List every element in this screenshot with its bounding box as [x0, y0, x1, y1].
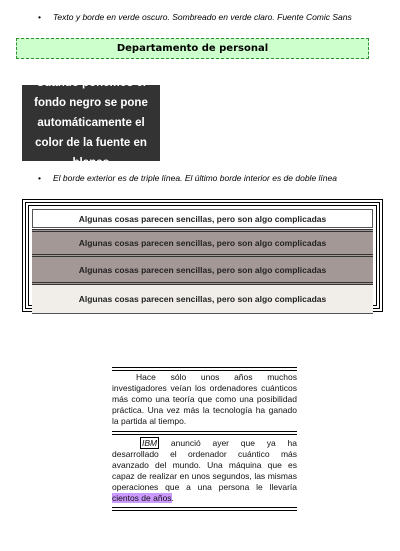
department-heading-box — [16, 38, 369, 59]
table-row — [32, 229, 373, 257]
table-row — [32, 285, 373, 314]
table-middle-border — [25, 202, 380, 309]
table-row — [32, 257, 373, 285]
paragraph-bottom-rule — [112, 507, 297, 508]
paragraph-end: . — [171, 493, 174, 503]
bullet-item-font-note — [38, 12, 388, 24]
table-row — [32, 209, 373, 228]
table-cell-text: Algunas cosas parecen sencillas, pero son algo complicadas — [78, 213, 327, 224]
paragraph-text: anunció ayer que ya ha desarrollado el ordenador cuántico más avanzado del mundo. Una máquina que es capaz de realizar en unos segundos, las mismas operaciones que a una persona le llevaría — [112, 438, 297, 492]
paragraph-ibm-announcement — [112, 438, 297, 504]
table-cell-text: Algunas cosas parecen sencillas, pero son algo complicadas — [78, 294, 327, 304]
black-box-text: Cuando ponemos el fondo negro se pone automáticamente el color de la fuente en blanco — [34, 77, 148, 169]
ibm-boxed-word: IBM — [142, 438, 158, 448]
bullet-marker: • — [38, 12, 41, 22]
table-inner-border — [28, 205, 377, 306]
paragraph-separator-rule — [112, 434, 297, 435]
highlighted-text: cientos de años — [112, 493, 172, 503]
paragraph-bottom-rule — [112, 510, 297, 511]
bullet-text: Texto y borde en verde oscuro. Sombreado en verde claro. Fuente Comic Sans — [53, 12, 352, 22]
triple-border-table — [22, 199, 383, 312]
bullet-item-border-note — [38, 173, 388, 185]
paragraph-quantum-intro — [112, 372, 297, 427]
paragraph-separator-rule — [112, 431, 297, 432]
department-heading-text: Departamento de personal — [116, 43, 269, 54]
paragraph-top-rule — [112, 370, 297, 371]
bullet-text: El borde exterior es de triple línea. El último borde interior es de doble línea — [53, 173, 337, 183]
black-background-box — [22, 77, 160, 169]
table-cell-text: Algunas cosas parecen sencillas, pero son algo complicadas — [78, 238, 327, 248]
paragraph-top-rule — [112, 367, 297, 368]
bullet-marker: • — [38, 173, 41, 183]
table-cell-text: Algunas cosas parecen sencillas, pero son algo complicadas — [78, 264, 327, 275]
paragraph-text: Hace sólo unos años muchos investigadores veían los ordenadores cuánticos más como una teoría que como una posibilidad práctica. Una vez más la tecnología ha ganado la partida al tiempo. — [112, 372, 297, 426]
